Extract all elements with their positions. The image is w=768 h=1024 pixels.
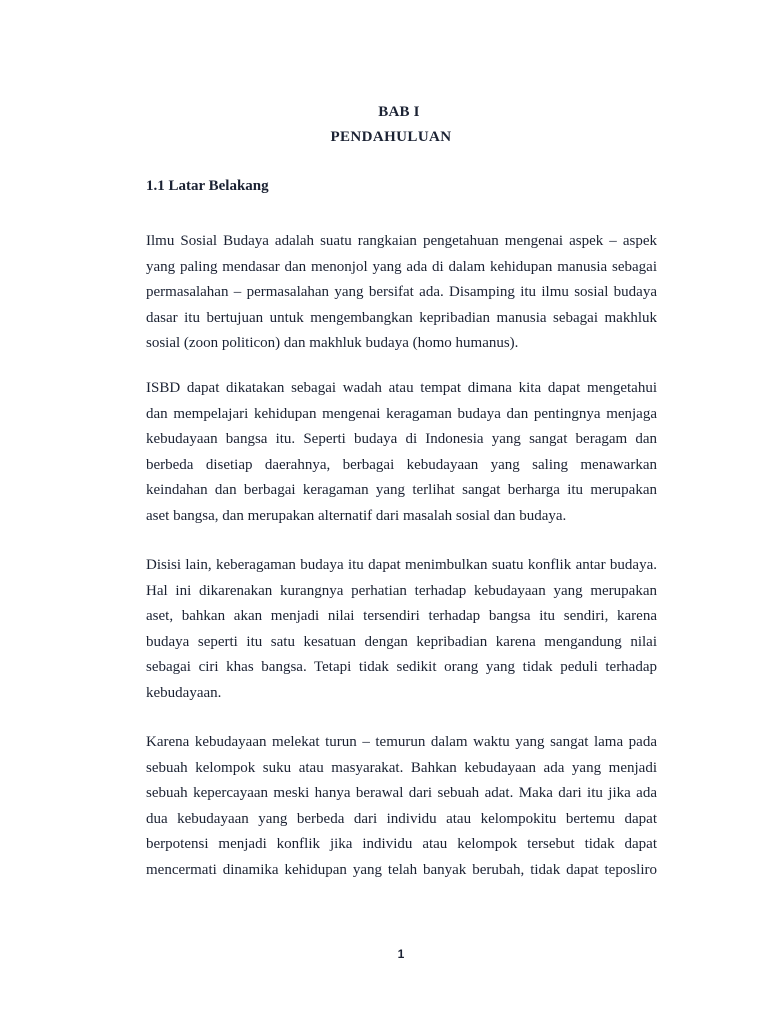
- paragraph-line: budaya seperti itu satu kesatuan dengan kepribadian karena mengandung nilai: [146, 633, 657, 650]
- paragraph-line: aset, bahkan akan menjadi nilai tersendiri terhadap bangsa itu sendiri, karena: [146, 608, 657, 625]
- paragraph-line: dasar itu bertujuan untuk mengembangkan kepribadian manusia sebagai makhluk: [146, 309, 657, 326]
- paragraph-line: dan mempelajari kehidupan mengenai keragaman budaya dan pentingnya menjaga: [146, 405, 657, 422]
- paragraph-line: aset bangsa, dan merupakan alternatif dari masalah sosial dan budaya.: [146, 507, 567, 524]
- paragraph-line: sebagai ciri khas bangsa. Tetapi tidak sedikit orang yang tidak peduli terhadap: [146, 659, 657, 676]
- paragraph-line: Hal ini dikarenakan kurangnya perhatian terhadap kebudayaan yang merupakan: [146, 582, 657, 599]
- paragraph-line: Ilmu Sosial Budaya adalah suatu rangkaian pengetahuan mengenai aspek – aspek: [146, 233, 657, 249]
- paragraph-line: dua kebudayaan yang berbeda dari individu atau kelompokitu bertemu dapat: [146, 810, 657, 827]
- paragraph-1: [146, 229, 657, 357]
- paragraph-line: Karena kebudayaan melekat turun – temurun dalam waktu yang sangat lama pada: [146, 734, 657, 750]
- paragraph-4: [146, 730, 657, 884]
- paragraph-line: sebuah kelompok suku atau masyarakat. Bahkan kebudayaan ada yang menjadi: [146, 759, 657, 776]
- paragraph-line: berbeda disetiap daerahnya, berbagai kebudayaan yang saling menawarkan: [146, 456, 657, 473]
- paragraph-2: [146, 376, 657, 530]
- chapter-title: PENDAHULUAN: [330, 129, 452, 145]
- paragraph-line: ISBD dapat dikatakan sebagai wadah atau tempat dimana kita dapat mengetahui: [146, 380, 657, 396]
- paragraph-line: kebudayaan bangsa itu. Seperti budaya di Indonesia yang sangat beragam dan: [146, 431, 657, 448]
- paragraph-line: sosial (zoon politicon) dan makhluk budaya (homo humanus).: [146, 335, 519, 352]
- paragraph-line: keindahan dan berbagai keragaman yang terlihat sangat berharga itu merupakan: [146, 482, 657, 499]
- section-heading: 1.1 Latar Belakang: [146, 178, 269, 194]
- paragraph-line: berpotensi menjadi konflik jika individu atau kelompok tersebut tidak dapat: [146, 836, 657, 853]
- paragraph-line: permasalahan – permasalahan yang bersifat ada. Disamping itu ilmu sosial budaya: [146, 284, 657, 301]
- paragraph-line: kebudayaan.: [146, 684, 222, 701]
- chapter-number: BAB I: [378, 104, 420, 120]
- page-number: 1: [397, 947, 405, 961]
- paragraph-line: sebuah kepercayaan meski hanya berawal dari sebuah adat. Maka dari itu jika ada: [146, 785, 657, 802]
- paragraph-line: Disisi lain, keberagaman budaya itu dapat menimbulkan suatu konflik antar budaya.: [146, 557, 657, 573]
- paragraph-line: mencermati dinamika kehidupan yang telah banyak berubah, tidak dapat teposliro: [146, 861, 657, 878]
- paragraph-line: yang paling mendasar dan menonjol yang ada di dalam kehidupan manusia sebagai: [146, 258, 657, 275]
- paragraph-3: [146, 553, 657, 707]
